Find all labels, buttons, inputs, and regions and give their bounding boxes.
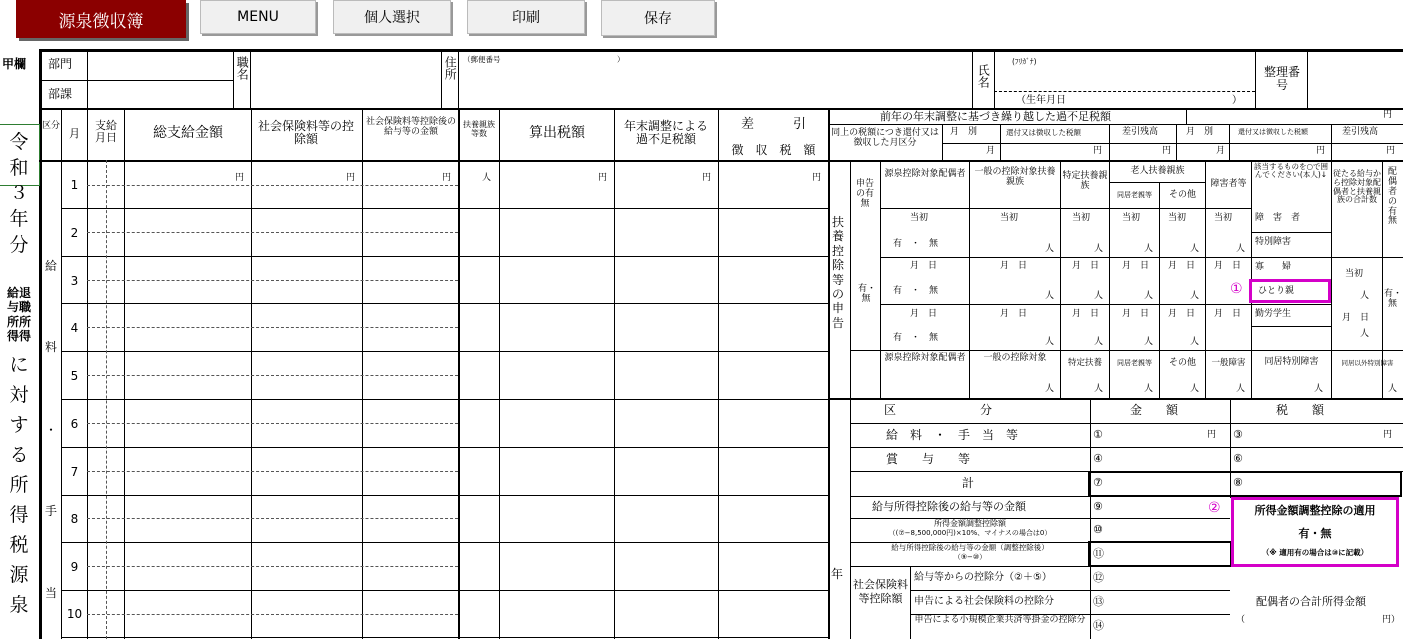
name-label: 氏名 [976,64,991,88]
person-4: 人 [1190,244,1200,254]
balance-col-label: 差引残高 [1122,127,1159,137]
ye-social-3: 申告による小規模企業共済等掛金の控除分 [914,615,1086,625]
bottom-special-dis: 同居特別障害 [1264,357,1319,367]
ye-n12: ⑫ [1093,571,1104,584]
col-dependents: 扶養親族等数 [463,120,495,138]
ye-adjust-formula: （(⑦−8,500,000円)×10%、マイナスの場合は0） [888,529,1052,537]
special-label: 特定扶養親族 [1062,171,1108,191]
spouse-income-close: 円） [1382,615,1401,625]
zip-label: （郵便番号 [463,55,501,64]
person-16: 人 [1045,384,1055,394]
unit-social: 円 [346,173,356,183]
bottom-other-dis: 同居以外特別障害 [1341,359,1394,367]
tsukihi-4: 月 日 [1122,261,1150,271]
tsukihi-10: 月 日 [1122,309,1150,319]
col-social: 社会保険料等の控除額 [257,119,354,147]
person-20: 人 [1236,384,1246,394]
disabled-label: 障害者等 [1210,179,1247,189]
unit-sashi: 円 [812,173,822,183]
person-10: 人 [1360,291,1370,301]
unit-after: 円 [442,173,452,183]
ye-year-char: 年 [831,567,844,581]
title-tail: に 対 す る 所 得 税 源 泉 [9,354,29,617]
birth-close: ） [1232,95,1242,106]
ye-n1: ① [1093,428,1103,441]
ye-after-deduction: 給与所得控除後の給与等の金額 [872,500,1026,513]
section-label: 部課 [48,87,73,101]
person-19: 人 [1190,384,1200,394]
marker-two: ② [1208,500,1221,516]
umu-2: 有 ・ 無 [893,286,939,296]
toushou-5: 当初 [1168,213,1187,223]
furigana-label: (ﾌﾘｶﾞﾅ) [1012,57,1037,66]
cohabit-label: 同居老親等 [1117,191,1152,199]
select-person-button[interactable]: 個人選択 [333,0,451,34]
kou-label: 甲欄 [2,57,27,71]
shinkoku-label: 申告の有無 [855,179,874,209]
prev-year-yen: 円 [1383,110,1393,120]
refund-col-label-2: 還付又は徴収した税額 [1238,128,1308,136]
ye-n10: ⑩ [1093,523,1103,536]
section-char-1: 給 [44,259,57,273]
col-tax: 算出税額 [529,125,585,141]
spouse-income-open: （ [1236,615,1246,625]
spouse-income-label: 配偶者の合計所得金額 [1256,595,1366,608]
person-18: 人 [1144,384,1154,394]
ye-n11: ⑪ [1093,547,1104,560]
check-note: 該当するものを○で囲んでください(本人)↓ [1253,162,1329,180]
ye-n4: ④ [1093,452,1103,465]
person-3: 人 [1144,244,1154,254]
section-char-5: 当 [44,586,57,600]
save-button[interactable]: 保存 [601,0,715,36]
unit-adj: 円 [702,173,712,183]
ye-n9: ⑨ [1093,500,1103,513]
month-9: 9 [70,560,79,574]
address-label: 住所 [443,56,458,80]
tokubetsu: 特別障害 [1255,237,1292,247]
person-17: 人 [1094,384,1104,394]
ye-kubun: 区 分 [884,403,993,417]
month-unit-2: 月 [1216,146,1226,156]
person-7: 人 [1094,291,1104,301]
section-char-3: ・ [44,423,57,437]
kinro: 勤労学生 [1255,309,1292,319]
month-col-label-2: 月 別 [1186,127,1214,137]
unit-total: 円 [235,173,245,183]
spouse-has-label: 配偶者の有無 [1387,167,1397,227]
tsukihi-8: 月 日 [1000,309,1028,319]
person-11: 人 [1045,337,1055,347]
dept-label: 部門 [48,57,73,71]
month-unit: 月 [986,146,996,156]
balance-col-label-2: 差引残高 [1342,127,1379,137]
month-4: 4 [70,321,79,335]
ye-n8: ⑧ [1233,476,1243,489]
tsukihi-9: 月 日 [1072,309,1100,319]
ye-n7: ⑦ [1093,476,1103,489]
tsukihi-12: 月 日 [1214,309,1242,319]
person-21: 人 [1314,384,1324,394]
tsukihi-7: 月 日 [910,309,938,319]
month-8: 8 [70,512,79,526]
month-2: 2 [70,226,79,240]
section-char-4: 手 [44,504,57,518]
refund-col-label: 還付又は徴収した税額 [1006,128,1081,137]
spouse-umu: 有・無 [1384,289,1403,309]
toushou-4: 当初 [1122,213,1141,223]
unit-dep: 人 [482,173,492,183]
ye-social-2: 申告による社会保険料の控除分 [914,596,1054,607]
person-6: 人 [1045,291,1055,301]
bottom-other: その他 [1168,358,1196,368]
col-payday: 支給月日 [95,119,117,145]
main-support-label: 従たる給与から控除対象配偶者と扶養親族の合計数 [1333,169,1381,205]
yen-unit-1: 円 [1093,146,1103,156]
title-button[interactable]: 源泉徴収簿 [16,0,186,38]
adj-title: 所得金額調整控除の適用 [1254,504,1376,517]
bottom-special: 特定扶養 [1067,358,1102,368]
person-22: 人 [1388,384,1398,394]
bottom-spouse: 源泉控除対象配偶者 [884,353,966,363]
month-3: 3 [70,274,79,288]
ye-amount: 金 額 [1130,403,1179,417]
tsukihi-6: 月 日 [1214,261,1242,271]
menu-button[interactable]: MENU [200,0,316,34]
col-adjust: 年末調整による過不足税額 [623,119,708,147]
ye-after-adjust: 給与所得控除後の給与等の金額（調整控除後） [891,543,1049,552]
col-total-pay: 総支給金額 [153,125,223,141]
ye-social-1: 給与等からの控除分（②＋⑤） [914,572,1052,583]
ye-n3: ③ [1233,428,1243,441]
toushou-3: 当初 [1072,213,1091,223]
kafu: 寡 婦 [1255,262,1292,272]
umu-3: 有 ・ 無 [893,333,939,343]
month-5: 5 [70,369,79,383]
ye-total: 計 [962,476,975,490]
person-2: 人 [1094,244,1104,254]
yen-unit-2: 円 [1162,146,1172,156]
yen-unit-4: 円 [1386,146,1396,156]
toushou-6: 当初 [1214,213,1233,223]
bottom-disabled: 一般障害 [1211,358,1246,368]
shogaisha: 障 害 者 [1255,213,1301,223]
elderly-label: 老人扶養親族 [1130,166,1185,176]
bottom-cohabit: 同居老親等 [1117,359,1152,367]
month-col-label: 月 別 [950,127,978,137]
col-sashihiki-2: 徴 収 税 額 [731,143,816,157]
tsukihi-2: 月 日 [1000,261,1028,271]
ye-salary: 給 料 ・ 手 当 等 [886,428,1019,442]
ye-social-side: 社会保険料等控除額 [853,578,908,605]
ye-bonus: 賞 与 等 [886,452,971,466]
seiri-label: 整理番号 [1263,65,1300,93]
toushou-1: 当初 [910,213,929,223]
ye-adjust-deduction: 所得金額調整控除額 [934,519,1006,528]
adj-umu[interactable]: 有・無 [1298,527,1332,540]
hitori-highlight [1249,279,1331,303]
toushou-2: 当初 [1000,213,1019,223]
adj-note: （※ 適用有の場合は⑩に記載） [1261,548,1369,557]
col-after-social: 社会保険料等控除後の給与等の金額 [366,117,457,137]
ye-n6: ⑥ [1233,452,1243,465]
income-kind: 給退与職所所得得 [6,286,31,344]
other-label: その他 [1168,190,1196,200]
person-8: 人 [1144,291,1154,301]
tsukihi-3: 月 日 [1072,261,1100,271]
birth-label: （生年月日 [1016,95,1066,106]
tsukihi-1: 月 日 [910,261,938,271]
month-7: 7 [70,465,79,479]
year-title: 令 和 ３ 年 分 [9,131,29,256]
zip-close: ） [617,55,625,64]
general-label: 一般の控除対象扶養親族 [974,167,1056,187]
person-9: 人 [1190,291,1200,301]
ye-yen-2: 円 [1383,430,1393,440]
person-1: 人 [1045,244,1055,254]
ye-yen-1: 円 [1207,430,1217,440]
person-14: 人 [1190,337,1200,347]
tsukihi-11: 月 日 [1168,309,1196,319]
shinkoku-umu: 有・無 [858,284,877,304]
ye-n13: ⑬ [1093,595,1104,608]
ye-tax: 税 額 [1276,403,1325,417]
print-button[interactable]: 印刷 [467,0,585,34]
bottom-general: 一般の控除対象 [983,353,1047,363]
post-label: 職名 [235,56,250,80]
yen-unit-3: 円 [1316,146,1326,156]
person-5: 人 [1236,244,1246,254]
month-6: 6 [70,417,79,431]
col-kubun: 区分 [41,121,60,131]
month-1: 1 [70,178,79,192]
tsukihi-13: 月 日 [1342,313,1370,323]
spouse-label: 源泉控除対象配偶者 [884,169,966,179]
unit-tax: 円 [598,173,608,183]
section-char-2: 料 [44,340,57,354]
person-15: 人 [1360,329,1370,339]
month-10: 10 [66,607,83,621]
ye-after-adjust-formula: （⑨−⑩） [953,553,987,561]
same-above-label: 同上の税額につき還付又は徴収した月区分 [831,128,939,148]
tsukihi-5: 月 日 [1168,261,1196,271]
person-13: 人 [1144,337,1154,347]
col-month: 月 [69,127,80,140]
umu-1: 有 ・ 無 [893,239,939,249]
prev-year-label: 前年の年末調整に基づき繰り越した過不足税額 [880,110,1111,123]
hitori-label: ひとり親 [1258,286,1295,296]
col-sashihiki-1: 差 引 [740,117,806,132]
fuyo-side-title: 扶養控除等の申告 [831,215,844,330]
marker-one: ① [1230,281,1243,297]
person-12: 人 [1094,337,1104,347]
ye-n14: ⑭ [1093,619,1104,632]
toushou-7: 当初 [1345,269,1364,279]
